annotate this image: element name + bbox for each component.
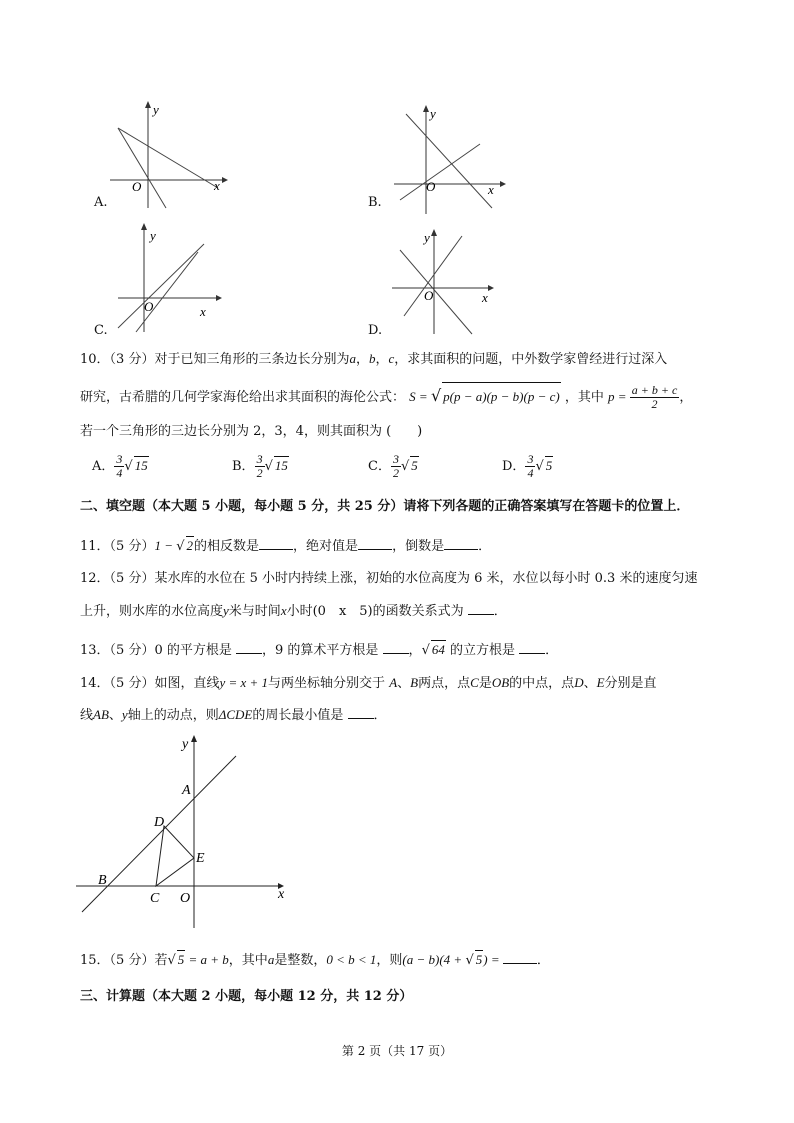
origin-label: O [424,288,434,303]
axis-y-label: y [424,230,430,245]
axis-x-label: x [482,290,488,305]
q14-line-2: 线AB、y轴上的动点，则ΔCDE的周长最小值是 ． [80,707,387,723]
answer-blank[interactable] [236,641,262,654]
q14-figure [70,730,300,930]
origin-label: O [426,179,436,194]
q10-line-1: 10．（3 分）对于已知三角形的三条边长分别为a，b，c，求其面积的问题，中外数学家曾经进行过深入 [80,351,668,367]
q9-graph-d [386,228,506,336]
fig-point-D: D [154,815,165,830]
q12-line-2: 上升，则水库的水位高度y米与时间x小时(0 x 5)的函数关系式为 ． [80,603,507,619]
axis-x-label: x [214,178,220,193]
origin-label: O [132,179,142,194]
q15: 15．（5 分）若√ 5 = a + b，其中a是整数，0 < b < 1，则(a − b)(4 + √ 5) = ． [80,952,550,968]
p-fraction: $\frac{a + b + c}{2}$ [631,383,678,411]
q10-option-b[interactable]: B． $\frac{3}{2}$ √ 15 [232,452,288,480]
axis-x-label: x [200,304,206,319]
fig-point-C: C [150,891,160,906]
q10-option-c[interactable]: C． $\frac{3}{2}$ √ 5 [368,452,418,480]
axis-y-label: y [153,102,159,117]
fig-y-label: y [182,737,189,752]
q13: 13．（5 分）0 的平方根是 ，9 的算术平方根是 ，√ 64 的立方根是 ． [80,642,559,658]
fig-point-A: A [182,783,191,798]
q9-option-d-label: D. [368,323,383,338]
q10-line-3: 若一个三角形的三边长分别为 2，3，4，则其面积为 ( ) [80,424,423,439]
answer-blank[interactable] [259,537,293,550]
section-3-heading: 三、计算题（本大题 2 小题，每小题 12 分，共 12 分） [80,989,413,1004]
section-2-heading: 二、填空题（本大题 5 小题，每小题 5 分，共 25 分）请将下列各题的正确答案填写在答题卡的位置上． [80,499,690,514]
q9-graph-c [112,222,232,334]
q11: 11．（5 分）1 − √ 2的相反数是 ，绝对值是 ，倒数是 ． [80,538,492,554]
axis-x-label: x [488,182,494,197]
q12-line-1: 12．（5 分）某水库的水位在 5 小时内持续上涨，初始的水位高度为 6 米，水位以每小时 0.3 米的速度匀速 [80,571,698,586]
axis-y-label: y [430,106,436,121]
q9-graph-b [392,104,522,214]
q9-graph-a [110,100,230,210]
answer-blank[interactable] [348,706,374,719]
q14-line-1: 14．（5 分）如图，直线y = x + 1与两坐标轴分别交于 A、B两点，点C是OB的中点，点D、E分别是直 [80,675,657,691]
q9-option-b-label: B. [368,195,382,210]
q10-option-d[interactable]: D． $\frac{3}{4}$ √ 5 [502,452,553,480]
q10-line-2: 研究，古希腊的几何学家海伦给出求其面积的海伦公式： S = √ p(p − a)(p − b)(p − c) ，其中 p = $\frac{a + b + c}{2}$ ， [80,383,693,411]
fig-x-label: x [278,887,285,902]
answer-blank[interactable] [444,537,478,550]
fig-origin: O [180,891,191,906]
answer-blank[interactable] [519,641,545,654]
fig-point-B: B [98,873,107,888]
fig-point-E: E [196,851,205,866]
page-footer: 第 2 页（共 17 页） [341,1044,453,1058]
answer-blank[interactable] [383,641,409,654]
q10-option-a[interactable]: A． $\frac{3}{4}$ √ 15 [92,452,148,480]
answer-blank[interactable] [468,602,494,615]
q9-option-c-label: C. [94,323,108,338]
answer-blank[interactable] [358,537,392,550]
origin-label: O [144,299,154,314]
heron-formula-root: p(p − a)(p − b)(p − c) [442,382,561,411]
axis-y-label: y [150,228,156,243]
q9-option-a-label: A. [94,195,108,210]
answer-blank[interactable] [503,951,537,964]
